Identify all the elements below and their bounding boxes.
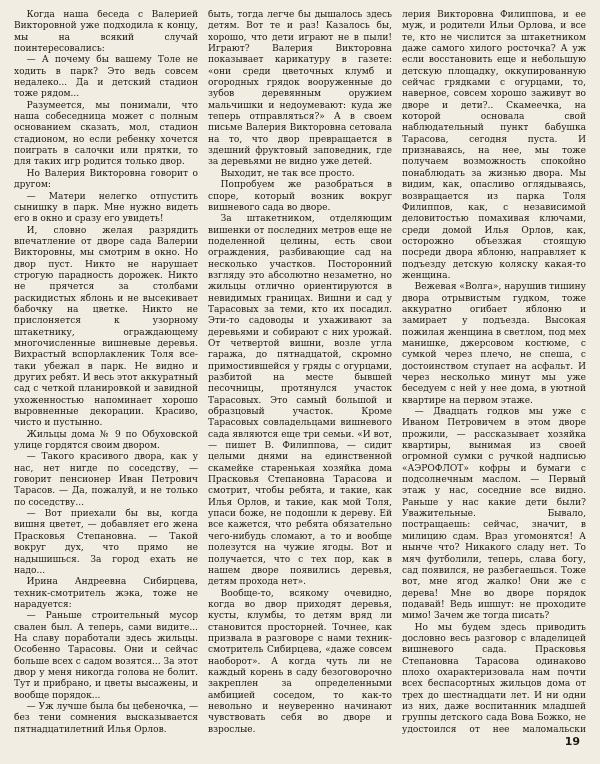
text-columns <box>14 10 586 734</box>
page-number: 19 <box>564 735 580 748</box>
paragraph: Выходит, не так все просто. <box>220 168 355 179</box>
paragraph: Ирина Андреевна Сибирцева, техник-смотритель жэка, тоже не нарадуется: <box>14 577 198 610</box>
paragraph: Попробуем же разобраться в споре, который возник вокруг вишневого сада во дворе. <box>208 180 392 213</box>
paragraph: — Двадцать годков мы уже с Иваном Петровичем в этом дворе прожили, — рассказывает хозяйка квартиры, вынимая из своей огромной сумки с ручкой надписью «АЭРОФЛОТ» кофры и бумаги с подсолнечным маслом. — Первый этаж у нас, соседние все видно. Раньше у нас какие дети были? Уважительные. Бывало, постращаешь: сейчас, значит, в милицию сдам. Враз угомонятся! А нынче что? Никакого сладу нет. То мяч футболили, теперь, слава богу, сад появился, не разбегаешься. Тоже вот, мне ягод жалко! Они же с дерева! Мне во дворе порядок подавай! Ведь ишшут: не проходите мимо! Зачем же тогда писать? <box>402 407 586 622</box>
text-column-middle <box>208 10 392 734</box>
text-column-left <box>14 10 198 734</box>
paragraph: лерия Викторовна Филиппова, и ее муж, и родители Ильи Орлова, и все те, кто не числится за штакетником даже самого хилого росточка? А уж если восстановить еще и небольшую детскую площадку, оккупированную сейчас грядками с огурцами, то, наверное, совсем хорошо заживут во дворе и дети?.. Скамеечка, на которой основала свой наблюдательный пункт бабушка Тарасова, сегодня пуста. И признаваясь, на нее, мы тоже получаем возможность спокойно понаблюдать за жизнью двора. Мы видим, как, опасливо оглядываясь, возвращается из парка Толя Филиппов, как, с независимой деловитостью помахивая ключами, среди домой Илья Орлов, как, осторожно объезжая стоящую посреди двора яблоню, направляет к подъезду детскую коляску какая-то женщина. <box>402 10 586 281</box>
paragraph: Когда наша беседа с Валерией Викторовной уже подходила к концу, мы на всякий случай поинтересовались: <box>14 10 198 55</box>
paragraph: Но Валерия Викторовна говорит о другом: <box>14 168 198 191</box>
paragraph: — А почему бы вашему Толе не ходить в парк? Это ведь совсем недалеко... Да и детский стадион тоже рядом... <box>14 55 198 100</box>
paragraph: — Уж лучше была бы цебеночка, — без тени сомнения высказывается пятнадцатилетний Илья Орлов. <box>14 701 198 734</box>
text-column-right <box>402 10 586 734</box>
paragraph: За штакетником, отделяющим вишенки от последних метров еще не поделенной целины, есть свои ограждения, разбивающие сад на несколько участков. Посторонний взгляду это абсолютно незаметно, но жильцы отлично ориентируются в невидимых границах. Вишни и сад у Тарасовых за теми, кто их посадил. Эти-то садоводы и ухаживают за деревьями и собирают с них урожай. От четвертой вишни, возле угла гаража, до пятнадцатой, скромно примостившейся у гряды с огурцами, разбитой на месте бывшей песочницы, протянулся участок Тарасовых. Это самый большой и образцовый участок. Кроме Тарасовых совладельцами вишневого сада являются еще три семьи. «И вот, — пишет В. Филиппова, — сидит целыми днями на единственной скамейке старенькая хозяйка дома Прасковья Степановна Тарасова и смотрит, чтобы ребята, и такие, как Илья Орлов, и такие, как мой Толя, упаси боже, не подошли к дереву. Ей все кажется, что ребята обязательно чего-нибудь сломают, а то и вообще полезутся на чужие ягоды. Вот и получается, что с тех пор, как в нашем дворе появились деревья, детям прохода нет». <box>208 214 392 588</box>
paragraph: — Вот приехали бы вы, когда вишня цветет, — добавляет его жена Прасковья Степановна. — Такой вокруг дух, что прямо не надышишься. За город ехать не надо... <box>14 509 198 576</box>
paragraph: Разумеется, мы понимали, что наша собеседница может с полным основанием сказать, мол, стадион стадионом, но если ребенку хочется поиграть в салочки или прятки, то для таких игр родится только двор. <box>14 100 198 168</box>
paragraph: — Такого красивого двора, как у нас, нет нигде по соседству, — говорит пенсионер Иван Петрович Тарасов. — Да, пожалуй, и не только по соседству... <box>14 452 198 508</box>
paragraph: — Матери нелегко отпустить сынишку в парк. Мне нужно видеть его в окно и сразу его увидеть! <box>14 191 198 225</box>
paragraph: Жильцы дома № 9 по Обуховской улице гордятся своим двором. <box>14 429 198 452</box>
paragraph: — Раньше строительный мусор свален был. А теперь, сами видите... На славу поработали здесь жильцы. Особенно Тарасовы. Они и сейчас больше всех с садом возятся... За этот двор у меня никогда голова не болит. Тут и прибрано, и цветы высажены, и вообще порядок... <box>14 611 198 701</box>
paragraph: Но мы будем здесь приводить дословно весь разговор с владелицей вишневого сада. Прасковья Степановна Тарасова одинаково плохо охарактеризовала нам почти всех беспасортных жильцов дома от трех до шестнадцати лет. И ни одни из них, даже воспитанник младшей группы детского сада Вова Божко, не удостоился от нее маломальски <box>402 622 586 734</box>
paragraph: И, словно желая разрядить впечатление от дворе сада Валерии Викторовны, мы смотрим в окно. Но двор пуст. Никто не нарушает строгую парадность дорожек. Никто не прячется за столбами раскидистых яблонь и не высекивает бабочку на цветке. Никто не прислоняется к узорному штакетнику, ограждающему многочисленные вишневые деревья. Вихрастый вспорлакленик Толя все-таки убежал в парк. Не видно и других ребят. И весь этот аккуратный сад с четкой планировкой и завидной ухоженностью напоминает хорошо выровненные декорации. Красиво, чисто и пустынно. <box>14 225 198 429</box>
paragraph: быть, тогда легче бы дышалось здесь детям. Вот те и раз! Казалось бы, хорошо, что дети играют не в пыли! Играют? Валерия Викторовна показывает карикатуру в газете: «они среди цветочных клумб и огородных грядок вооруженные до зубов деревянным оружием мальчишки и недоумевают: куда же теперь отправляться?» А в своем письме Валерия Викторовна сетовала на то, что двор превращается в здешний фруктовый заповедник, где за деревьями не видно уже детей. <box>208 10 392 168</box>
paragraph: Вообще-то, всякому очевидно, когда во двор приходят деревья, кусты, клумбы, то детям вряд ли становится просторней. Точнее, как призвала в разговоре с нами техник-смотритель Сибирцева, «даже совсем наоборот». А когда чуть ли не каждый корень в саду безоговорочно закреплен за определенными амбицией соседом, то как-то невольно и неуверенно начинают чувствовать себя во дворе и взрослые. <box>208 588 392 734</box>
paragraph: Вежевая «Волга», нарушив тишину двора отрывистым гудком, тоже аккуратно огибает яблоню и замирает у подъезда. Высокая пожилая женщина в светлом, под мех манишке, джерсовом костюме, с сумкой через плечо, не спеша, с достоинством ступает на асфальт. И через несколько минут мы уже беседуем с ней у нее дома, в уютной квартире на первом этаже. <box>402 282 586 406</box>
